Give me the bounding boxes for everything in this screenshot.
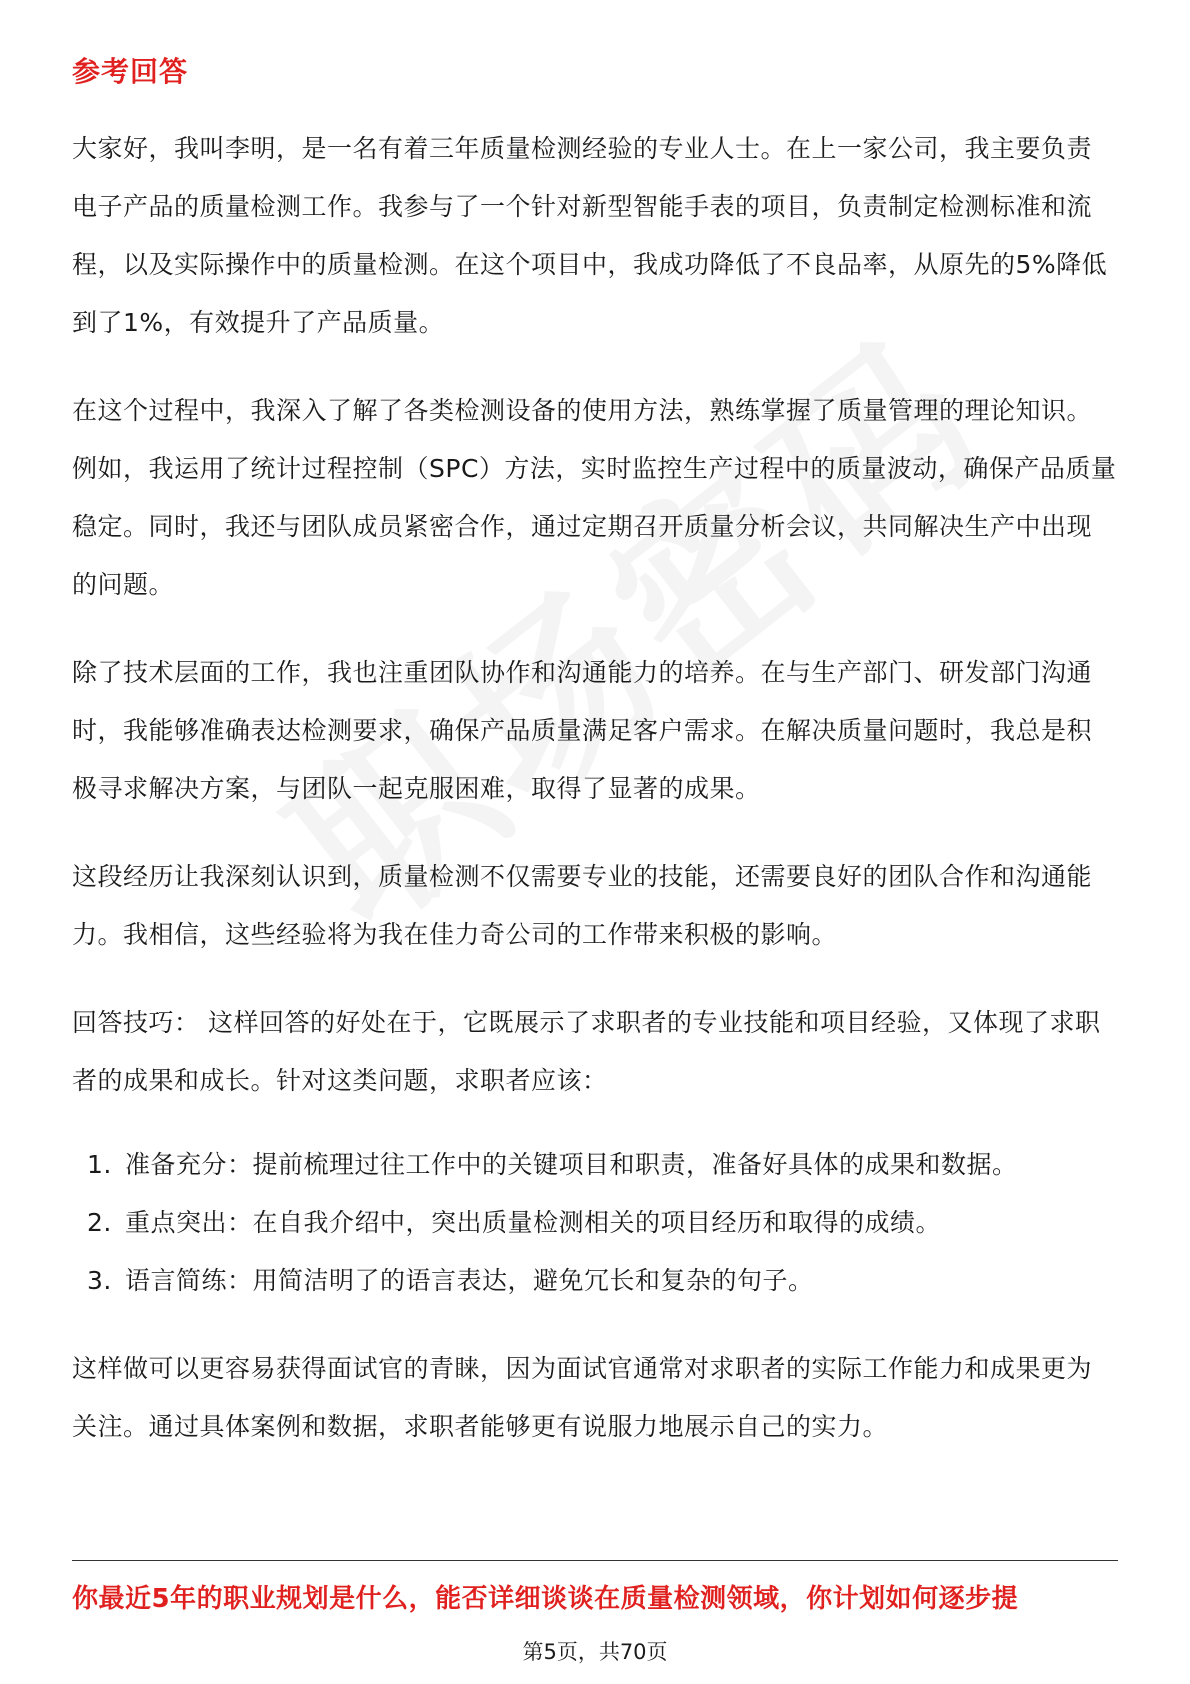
answer-content bbox=[72, 120, 1117, 1486]
divider bbox=[72, 1560, 1118, 1561]
answer-paragraph-4: 这段经历让我深刻认识到，质量检测不仅需要专业的技能，还需要良好的团队合作和沟通能力。我相信，这些经验将为我在佳力奇公司的工作带来积极的影响。 bbox=[72, 862, 1093, 949]
answer-tip: 回答技巧： 这样回答的好处在于，它既展示了求职者的专业技能和项目经验，又体现了求职者的成果和成长。针对这类问题，求职者应该： bbox=[72, 1008, 1101, 1095]
answer-paragraph-3: 除了技术层面的工作，我也注重团队协作和沟通能力的培养。在与生产部门、研发部门沟通时，我能够准确表达检测要求，确保产品质量满足客户需求。在解决质量问题时，我总是积极寻求解决方案，与团队一起克服困难，取得了显著的成果。 bbox=[72, 658, 1093, 803]
list-item-text: 重点突出：在自我介绍中，突出质量检测相关的项目经历和取得的成绩。 bbox=[125, 1208, 942, 1237]
list-item bbox=[72, 1194, 1117, 1252]
list-item-number: 2. bbox=[87, 1208, 112, 1237]
closing-paragraph: 这样做可以更容易获得面试官的青睐，因为面试官通常对求职者的实际工作能力和成果更为关注。通过具体案例和数据，求职者能够更有说服力地展示自己的实力。 bbox=[72, 1354, 1093, 1441]
section-title: 参考回答 bbox=[72, 55, 189, 88]
answer-paragraph-1: 大家好，我叫李明，是一名有着三年质量检测经验的专业人士。在上一家公司，我主要负责电子产品的质量检测工作。我参与了一个针对新型智能手表的项目，负责制定检测标准和流程，以及实际操作中的质量检测。在这个项目中，我成功降低了不良品率，从原先的5%降低到了1%，有效提升了产品质量。 bbox=[72, 134, 1108, 337]
list-item-text: 准备充分：提前梳理过往工作中的关键项目和职责，准备好具体的成果和数据。 bbox=[125, 1150, 1018, 1179]
answer-paragraph-2: 在这个过程中，我深入了解了各类检测设备的使用方法，熟练掌握了质量管理的理论知识。例如，我运用了统计过程控制（SPC）方法，实时监控生产过程中的质量波动，确保产品质量稳定。同时，我还与团队成员紧密合作，通过定期召开质量分析会议，共同解决生产中出现的问题。 bbox=[72, 396, 1117, 599]
list-item-number: 3. bbox=[87, 1266, 112, 1295]
tips-list bbox=[72, 1136, 1117, 1310]
list-item bbox=[72, 1252, 1117, 1310]
page-number: 第5页，共70页 bbox=[522, 1640, 668, 1664]
list-item-text: 语言简练：用简洁明了的语言表达，避免冗长和复杂的句子。 bbox=[125, 1266, 814, 1295]
list-item-number: 1. bbox=[87, 1150, 112, 1179]
list-item bbox=[72, 1136, 1117, 1194]
next-question-title: 你最近5年的职业规划是什么，能否详细谈谈在质量检测领域，你计划如何逐步提 bbox=[72, 1584, 1019, 1614]
